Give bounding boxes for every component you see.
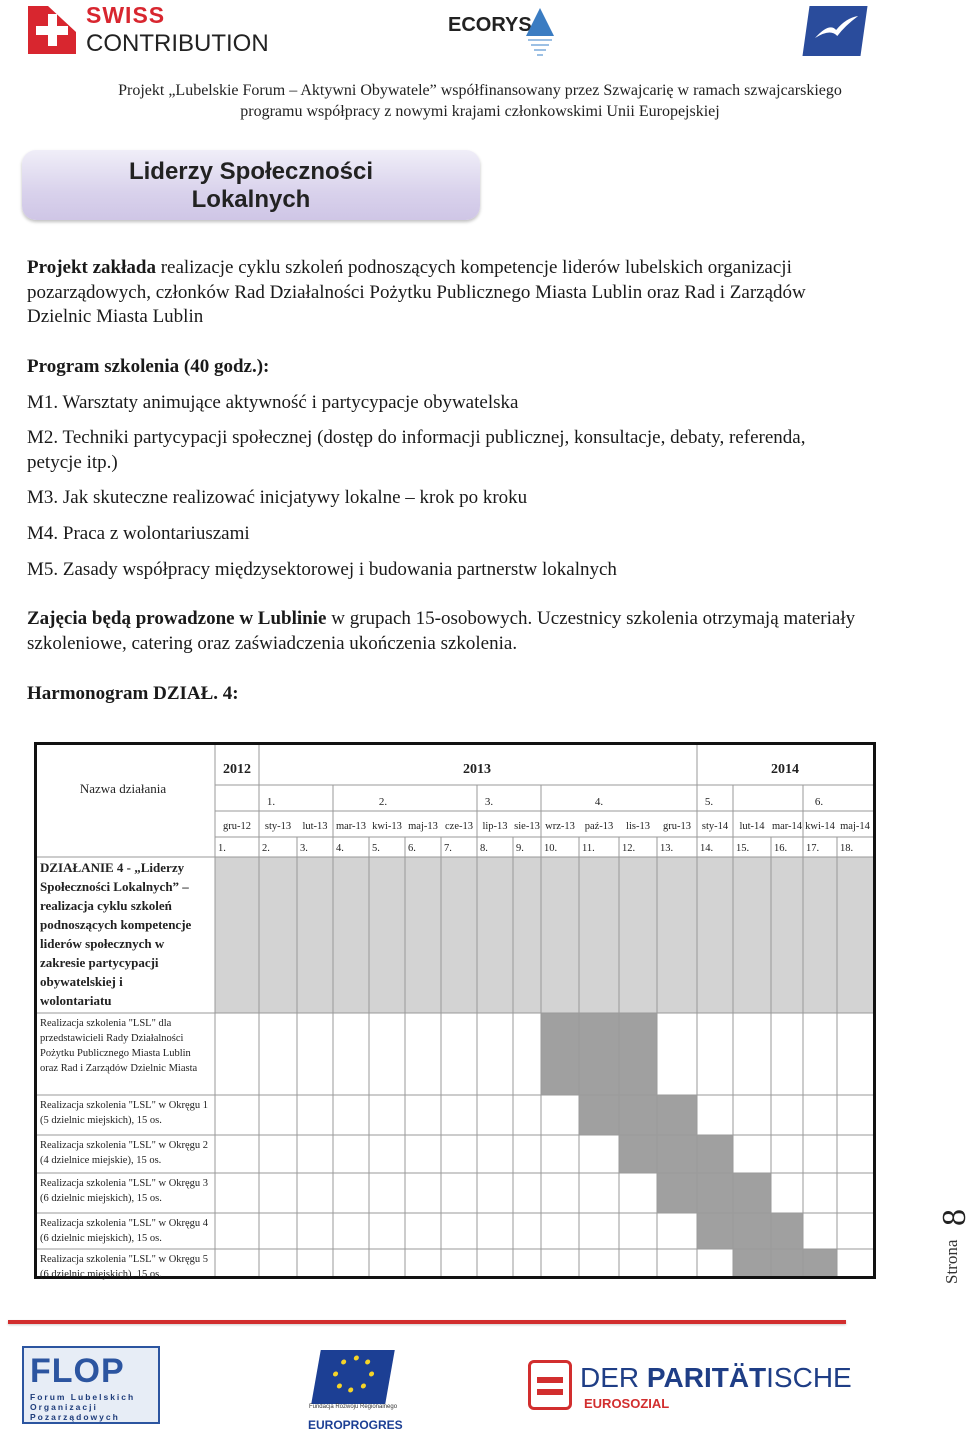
harmonogram-title: Harmonogram DZIAŁ. 4:: [27, 683, 239, 704]
gantt-action-title: DZIAŁANIE 4 - „Liderzy: [40, 860, 185, 875]
intro-bold: Projekt zakłada: [27, 257, 156, 278]
ecorys-logo: [448, 6, 568, 62]
paritatische-sub: EUROSOZIAL: [584, 1396, 670, 1411]
gantt-cell-active: [619, 1135, 657, 1173]
gantt-row-label: (6 dzielnic miejskich), 15 os.: [40, 1233, 162, 1244]
gantt-row-label: oraz Rad i Zarządów Dzielnic Miasta: [40, 1063, 198, 1074]
gantt-quarter: 2.: [378, 796, 388, 808]
gantt-month: lut-14: [739, 821, 765, 832]
gantt-month: cze-13: [445, 821, 473, 832]
gantt-cell-active: [579, 1095, 619, 1135]
module-2: M2. Techniki partycypacji społecznej (dostęp do informacji publicznej, konsultacje, debaty, referenda, petycje itp.): [27, 427, 806, 473]
europrogres-logo: [308, 1346, 403, 1432]
gantt-action-title: liderów społecznych w: [40, 936, 165, 951]
gantt-cell-active: [733, 1249, 771, 1276]
gantt-month: sty-14: [701, 821, 729, 832]
gantt-month: lis-13: [626, 821, 650, 832]
flop-logo: [22, 1346, 160, 1424]
gantt-cell-active: [619, 1095, 657, 1135]
gantt-month-number: 16.: [774, 843, 788, 854]
seagull-icon: [811, 12, 860, 50]
gantt-row-label: Realizacja szkolenia "LSL" dla: [40, 1018, 172, 1029]
gantt-month-number: 13.: [660, 843, 674, 854]
project-line-1: Projekt „Lubelskie Forum – Aktywni Obywatele” współfinansowany przez Szwajcarię w ramach szwajcarskiego: [118, 82, 842, 99]
gantt-row-label: (6 dzielnic miejskich), 15 os.: [40, 1193, 162, 1204]
gantt-cell-active: [657, 1135, 697, 1173]
gantt-quarter: 1.: [266, 796, 276, 808]
gantt-month: gru-13: [663, 821, 691, 832]
flop-small-line-1: Forum Lubelskich: [30, 1392, 136, 1402]
gantt-quarter: 5.: [704, 796, 714, 808]
gantt-month: mar-13: [335, 821, 367, 832]
gantt-month-number: 10.: [544, 843, 558, 854]
eu-stars-icon: [311, 1350, 395, 1404]
paritatische-title-bold: PARITÄT: [646, 1362, 767, 1393]
page-label: Strona: [942, 1239, 961, 1284]
gantt-month-number: 6.: [408, 843, 416, 854]
intro-rest: realizacje cyklu szkoleń podnoszących kompetencje liderów lubelskich organizacji pozarządowych, członków Rad Działalności Pożytku Publicznego Miasta Lublin oraz Rad i Zarządów Dzielnic Miasta Lublin: [27, 257, 806, 327]
gantt-row-label: (5 dzielnic miejskich), 15 os.: [40, 1115, 162, 1126]
gantt-year: 2014: [771, 762, 799, 777]
gantt-row-label: Realizacja szkolenia "LSL" w Okręgu 1: [40, 1100, 209, 1111]
gantt-month: kwi-14: [805, 821, 835, 832]
gantt-cell-active: [733, 1213, 771, 1249]
europrogres-caption: Fundacja Rozwoju Regionalnego: [308, 1404, 398, 1410]
gantt-row-label: (4 dzielnice miejskie), 15 os.: [40, 1155, 162, 1166]
seagull-logo: [802, 6, 867, 56]
gantt-row-label: przedstawicieli Rady Działalności: [40, 1033, 184, 1044]
gantt-month-number: 9.: [516, 843, 524, 854]
intro-paragraph: [27, 256, 817, 330]
paritatische-title-end: ISCHE: [766, 1362, 852, 1393]
paritatische-logo: [528, 1356, 852, 1416]
gantt-cell-active: [697, 1173, 733, 1213]
gantt-row-label: Realizacja szkolenia "LSL" w Okręgu 5: [40, 1254, 209, 1265]
flop-big-text: FLOP: [30, 1352, 125, 1390]
gantt-month: maj-13: [408, 821, 438, 832]
gantt-month-number: 2.: [262, 843, 270, 854]
gantt-month-number: 12.: [622, 843, 636, 854]
page-number-block: [912, 1190, 972, 1290]
gantt-cell-active: [697, 1135, 733, 1173]
classes-bold: Zajęcia będą prowadzone w Lublinie: [27, 608, 327, 629]
gantt-svg: [37, 745, 873, 1280]
gantt-action-title: Społeczności Lokalnych” –: [40, 879, 189, 894]
gantt-month-number: 11.: [582, 843, 595, 854]
module-4: M4. Praca z wolontariuszami: [27, 523, 250, 544]
gantt-action-title: realizacja cyklu szkoleń: [40, 898, 172, 913]
gantt-cell-active: [541, 1013, 579, 1095]
gantt-quarter: 6.: [814, 796, 824, 808]
gantt-month-number: 14.: [700, 843, 714, 854]
paritatische-title-plain: DER: [580, 1362, 647, 1393]
eu-flag-icon: [311, 1350, 395, 1404]
project-line-2: programu współpracy z nowymi krajami członkowskimi Unii Europejskiej: [240, 103, 720, 120]
flop-small-line-3: Pozarządowych: [30, 1412, 120, 1422]
ecorys-text: ECORYS: [448, 14, 532, 36]
gantt-month: kwi-13: [372, 821, 402, 832]
flop-small-text: [30, 1392, 135, 1422]
gantt-month: mar-14: [771, 821, 803, 832]
gantt-cell-active: [697, 1213, 733, 1249]
gantt-month-number: 1.: [218, 843, 226, 854]
gantt-name-header: Nazwa działania: [79, 781, 167, 796]
gantt-row-label: (6 dzielnic miejskich), 15 os.: [40, 1269, 162, 1280]
classes-rest: w grupach 15-osobowych. Uczestnicy szkolenia otrzymają materiały szkoleniowe, catering oraz zaświadczenia ukończenia szkolenia.: [27, 608, 856, 654]
gantt-quarter: 4.: [594, 796, 604, 808]
gantt-month: sty-13: [264, 821, 292, 832]
gantt-month: wrz-13: [545, 821, 575, 832]
gantt-month-number: 4.: [336, 843, 344, 854]
paritatische-title: [580, 1362, 852, 1394]
gantt-table: [34, 742, 876, 1279]
gantt-cell-active: [771, 1213, 803, 1249]
swiss-logo-line2: CONTRIBUTION: [86, 30, 269, 57]
gantt-row-label: Realizacja szkolenia "LSL" w Okręgu 2: [40, 1140, 209, 1151]
gantt-month: maj-14: [840, 821, 870, 832]
gantt-month: lip-13: [482, 821, 508, 832]
flop-small-line-2: Organizacji: [30, 1402, 98, 1412]
banner-line-1: Liderzy Społeczności: [128, 158, 374, 185]
gantt-cell-active: [579, 1013, 619, 1095]
module-1: M1. Warsztaty animujące aktywność i partycypacje obywatelska: [27, 392, 519, 413]
gantt-action-title: zakresie partycypacji: [40, 955, 159, 970]
gantt-month: sie-13: [514, 821, 540, 832]
gantt-cell-active: [657, 1095, 697, 1135]
gantt-cell-active: [771, 1249, 803, 1276]
gantt-quarter: 3.: [484, 796, 494, 808]
gantt-month-number: 8.: [480, 843, 488, 854]
classes-paragraph: [27, 607, 927, 656]
gantt-cell-active: [733, 1173, 771, 1213]
gantt-cell-active: [657, 1173, 697, 1213]
gantt-month: lut-13: [302, 821, 328, 832]
gantt-month-number: 17.: [806, 843, 820, 854]
ecorys-triangle-icon: [524, 6, 556, 62]
page-number: 8: [936, 1209, 973, 1226]
gantt-year: 2012: [223, 762, 251, 777]
title-banner: [22, 150, 480, 220]
gantt-month-number: 15.: [736, 843, 750, 854]
gantt-year: 2013: [463, 762, 491, 777]
gantt-month-number: 7.: [444, 843, 452, 854]
gantt-cell-active: [619, 1013, 657, 1095]
paritatische-icon: [528, 1360, 572, 1410]
gantt-month-number: 18.: [840, 843, 854, 854]
europrogres-name: EUROPROGRES: [308, 1418, 403, 1432]
banner-line-2: Lokalnych: [191, 186, 311, 213]
gantt-action-title: wolontariatu: [40, 993, 112, 1008]
module-5: M5. Zasady współpracy międzysektorowej i budowania partnerstw lokalnych: [27, 559, 617, 580]
gantt-month: paź-13: [584, 821, 614, 832]
swiss-logo-line1: SWISS: [86, 2, 166, 28]
gantt-cell-active: [803, 1249, 837, 1276]
program-heading: Program szkolenia (40 godz.):: [27, 356, 270, 377]
gantt-month: gru-12: [223, 821, 251, 832]
gantt-action-title: obywatelskiej i: [40, 974, 123, 989]
gantt-action-title: podnoszących kompetencje: [40, 917, 192, 932]
footer-divider: [8, 1320, 846, 1324]
gantt-row-label: Pożytku Publicznego Miasta Lublin: [40, 1048, 191, 1059]
gantt-month-number: 3.: [300, 843, 308, 854]
module-3: M3. Jak skuteczne realizować inicjatywy lokalne – krok po kroku: [27, 487, 528, 508]
gantt-row-label: Realizacja szkolenia "LSL" w Okręgu 3: [40, 1178, 209, 1189]
gantt-row-label: Realizacja szkolenia "LSL" w Okręgu 4: [40, 1218, 209, 1229]
swiss-contribution-logo: [28, 4, 288, 60]
gantt-month-number: 5.: [372, 843, 380, 854]
